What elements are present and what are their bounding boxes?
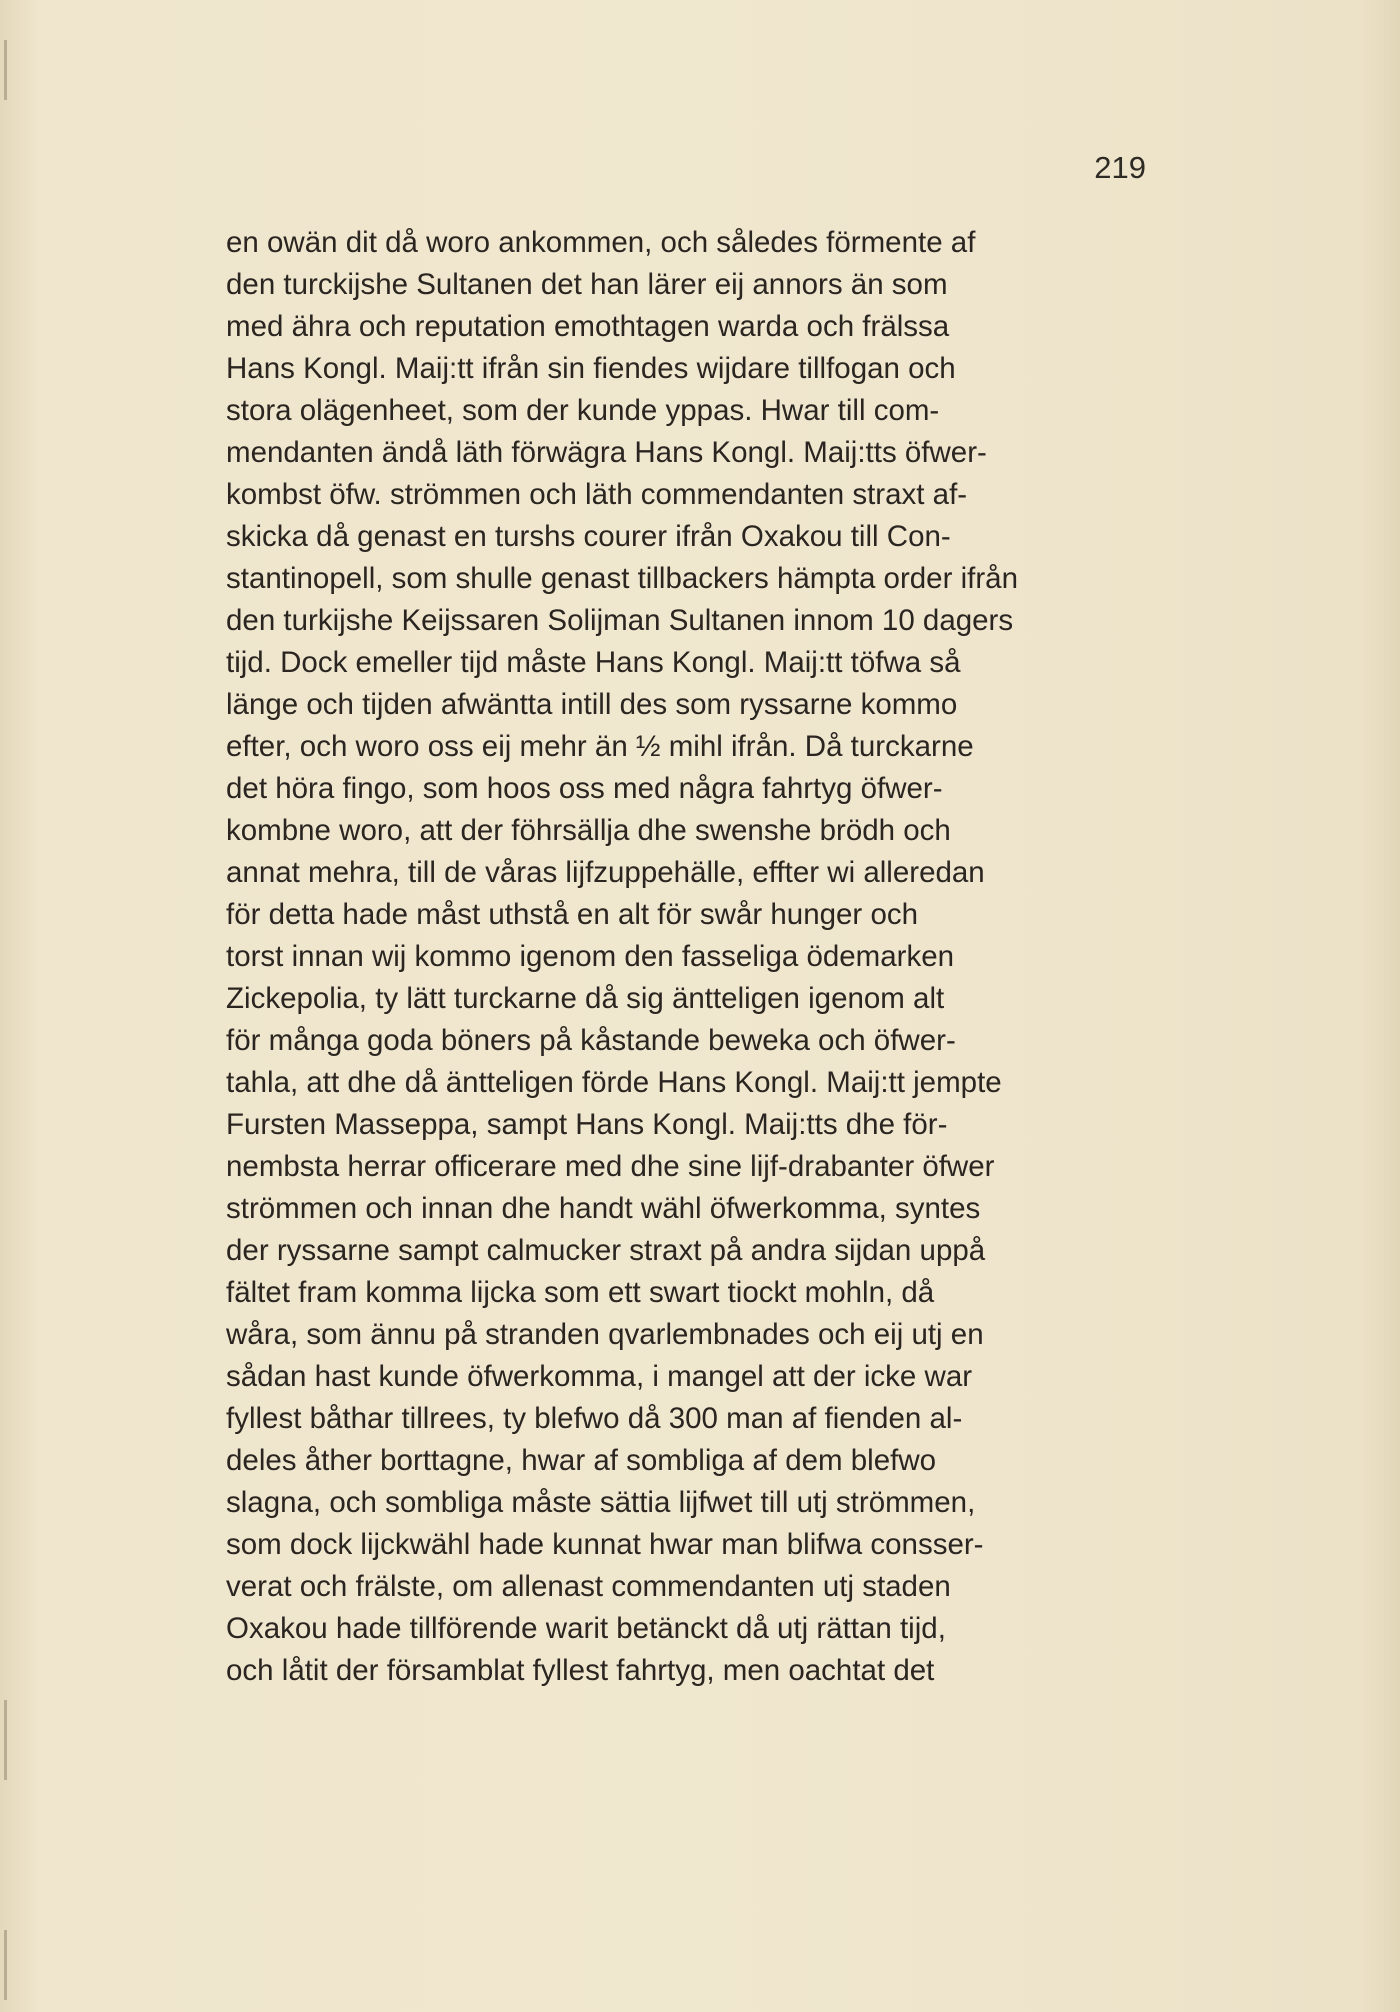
text-line: skicka då genast en turshs courer ifrån Oxakou till Con- [226, 520, 951, 553]
text-line: som dock lijckwähl hade kunnat hwar man blifwa consser- [226, 1528, 984, 1561]
text-line: tijd. Dock emeller tijd måste Hans Kongl. Maij:tt töfwa så [226, 646, 961, 679]
text-line: Oxakou hade tillförende warit betänckt då utj rättan tijd, [226, 1612, 946, 1645]
text-line: nembsta herrar officerare med dhe sine lijf-drabanter öfwer [226, 1150, 995, 1183]
text-line: länge och tijden afwäntta intill des som ryssarne kommo [226, 688, 958, 721]
text-line: Hans Kongl. Maij:tt ifrån sin fiendes wijdare tillfogan och [226, 352, 956, 385]
text-line: efter, och woro oss eij mehr än ½ mihl ifrån. Då turckarne [226, 730, 974, 763]
text-line: deles åther borttagne, hwar af sombliga af dem blefwo [226, 1444, 937, 1477]
body-text [226, 222, 1146, 1692]
text-line: det höra fingo, som hoos oss med några fahrtyg öfwer- [226, 772, 943, 805]
scan-edge-mark [4, 1930, 7, 2000]
text-line: stantinopell, som shulle genast tillbackers hämpta order ifrån [226, 562, 1018, 595]
page-number: 219 [1094, 150, 1146, 185]
text-line: stora olägenheet, som der kunde yppas. Hwar till com- [226, 394, 940, 427]
text-line: den turckijshe Sultanen det han lärer eij annors än som [226, 268, 948, 301]
scan-edge-mark [4, 40, 7, 100]
text-line: Zickepolia, ty lätt turckarne då sig äntteligen igenom alt [226, 982, 945, 1015]
text-line: torst innan wij kommo igenom den fasseliga ödemarken [226, 940, 955, 973]
text-line: slagna, och sombliga måste sättia lijfwet till utj strömmen, [226, 1486, 976, 1519]
scan-edge-mark [4, 1700, 7, 1780]
text-line: kombne woro, att der föhrsällja dhe swenshe brödh och [226, 814, 951, 847]
text-line: och låtit der församblat fyllest fahrtyg, men oachtat det [226, 1654, 935, 1687]
text-line: för detta hade måst uthstå en alt för swår hunger och [226, 898, 919, 931]
text-line: mendanten ändå läth förwägra Hans Kongl. Maij:tts öfwer- [226, 436, 987, 469]
text-line: med ähra och reputation emothtagen warda och frälssa [226, 310, 950, 343]
text-line: annat mehra, till de våras lijfzuppehälle, effter wi alleredan [226, 856, 985, 889]
text-line: en owän dit då woro ankommen, och således förmente af [226, 226, 976, 259]
text-line: tahla, att dhe då äntteligen förde Hans Kongl. Maij:tt jempte [226, 1066, 1002, 1099]
text-line: Fursten Masseppa, sampt Hans Kongl. Maij:tts dhe för- [226, 1108, 948, 1141]
text-line: den turkijshe Keijssaren Solijman Sultanen innom 10 dagers [226, 604, 1014, 637]
text-line: fyllest båthar tillrees, ty blefwo då 300 man af fienden al- [226, 1402, 963, 1435]
text-line: verat och frälste, om allenast commendanten utj staden [226, 1570, 951, 1603]
text-line: der ryssarne sampt calmucker straxt på andra sijdan uppå [226, 1234, 986, 1267]
text-line: sådan hast kunde öfwerkomma, i mangel att der icke war [226, 1360, 973, 1393]
text-line: för många goda böners på kåstande beweka och öfwer- [226, 1024, 956, 1057]
text-line: kombst öfw. strömmen och läth commendanten straxt af- [226, 478, 968, 511]
text-line: wåra, som ännu på stranden qvarlembnades och eij utj en [226, 1318, 984, 1351]
text-line: fältet fram komma lijcka som ett swart tiockt mohln, då [226, 1276, 935, 1309]
text-line: strömmen och innan dhe handt wähl öfwerkomma, syntes [226, 1192, 981, 1225]
